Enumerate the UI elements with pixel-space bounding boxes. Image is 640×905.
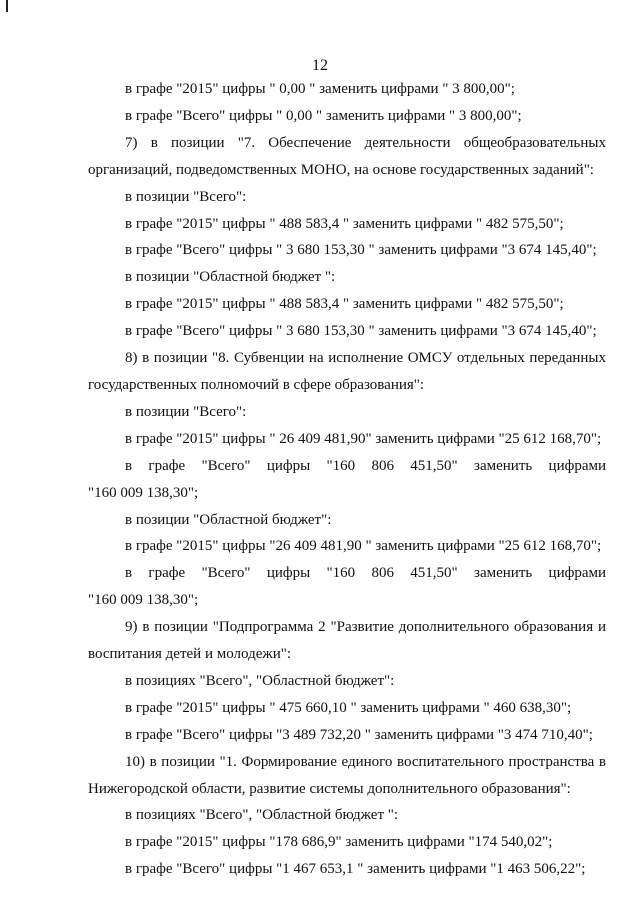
text-line: в позициях "Всего", "Областной бюджет": (125, 672, 395, 689)
text-line: "160 009 138,30"; (88, 592, 199, 609)
text-line: в графе "2015" цифры " 0,00 " заменить цифрами " 3 800,00"; (125, 81, 515, 97)
text-line: в позиции "Всего": (125, 403, 247, 420)
text-line: в графе "Всего" цифры "160 806 451,50" заменить цифрами (125, 565, 606, 582)
text-line: в графе "2015" цифры " 26 409 481,90" заменить цифрами "25 612 168,70"; (125, 430, 602, 447)
text-line: в графе "Всего" цифры "3 489 732,20 " заменить цифрами "3 474 710,40"; (125, 726, 593, 743)
text-line: в графе "Всего" цифры "1 467 653,1 " заменить цифрами "1 463 506,22"; (125, 861, 586, 878)
text-line: в графе "Всего" цифры " 0,00 " заменить цифрами " 3 800,00"; (125, 107, 522, 124)
text-line: в графе "Всего" цифры " 3 680 153,30 " заменить цифрами "3 674 145,40"; (125, 242, 597, 259)
text-line: в позиции "Всего": (125, 188, 247, 205)
text-line: в графе "2015" цифры " 475 660,10 " заменить цифрами " 460 638,30"; (125, 699, 572, 716)
text-line: в графе "Всего" цифры " 3 680 153,30 " заменить цифрами "3 674 145,40"; (125, 323, 597, 340)
scan-edge-mark (6, 0, 8, 12)
text-line: в графе "2015" цифры "178 686,9" заменить цифрами "174 540,02"; (125, 834, 553, 851)
text-line: Нижегородской области, развитие системы дополнительного образования": (88, 780, 571, 797)
text-line: в графе "Всего" цифры "160 806 451,50" заменить цифрами (125, 457, 606, 474)
text-line: организаций, подведомственных МОНО, на основе государственных заданий": (88, 161, 594, 178)
text-line: в позициях "Всего", "Областной бюджет ": (125, 807, 399, 824)
text-line: "160 009 138,30"; (88, 484, 199, 501)
text-line: 8) в позиции "8. Субвенции на исполнение ОМСУ отдельных переданных (125, 350, 606, 367)
document-body (88, 76, 606, 883)
text-line: в графе "2015" цифры "26 409 481,90 " заменить цифрами "25 612 168,70"; (125, 538, 602, 555)
page-number: 12 (312, 57, 328, 74)
text-line: воспитания детей и молодежи": (88, 646, 292, 663)
text-line: государственных полномочий в сфере образования": (88, 376, 425, 393)
text-line: в позиции "Областной бюджет": (125, 511, 332, 528)
text-line: 7) в позиции "7. Обеспечение деятельности общеобразовательных (125, 134, 606, 151)
text-line: в графе "2015" цифры " 488 583,4 " заменить цифрами " 482 575,50"; (125, 215, 564, 232)
text-line: в позиции "Областной бюджет ": (125, 269, 336, 286)
text-line: 10) в позиции "1. Формирование единого воспитательного пространства в (125, 753, 606, 770)
text-line: в графе "2015" цифры " 488 583,4 " заменить цифрами " 482 575,50"; (125, 296, 564, 313)
text-line: 9) в позиции "Подпрограмма 2 "Развитие дополнительного образования и (125, 619, 606, 636)
